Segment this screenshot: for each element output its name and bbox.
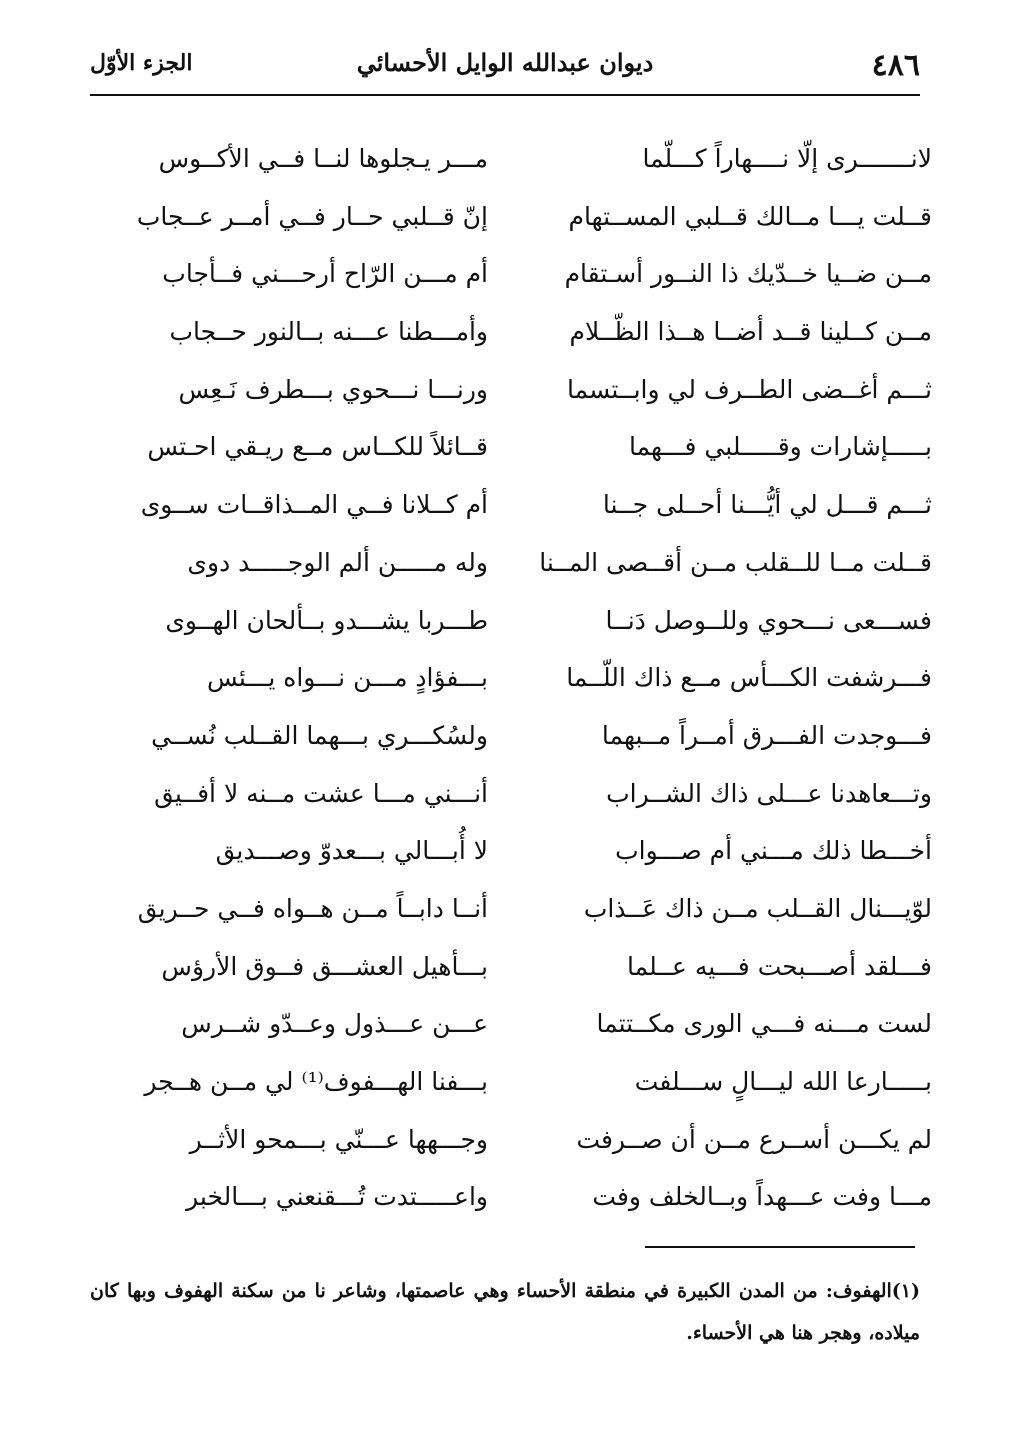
- verse-first-hemistich: مــن ضــيا خــدّيك ذا النــور أسـتقام: [564, 259, 932, 289]
- verse-line: [70, 592, 940, 650]
- verse-first-hemistich: أخـــطا ذلك مـــني أم صـــواب: [615, 836, 932, 866]
- verse-line: [70, 476, 940, 534]
- verse-second-hemistich: وجـــهها عـــنّي بـــمحو الأثــر: [189, 1124, 488, 1154]
- verse-first-hemistich: بـــــارعا الله ليـــالٍ ســـلفت: [634, 1067, 932, 1096]
- verse-first-hemistich: مــن كــلينا قــد أضــا هــذا الظّــلام: [569, 317, 932, 347]
- verse-first-hemistich: لانـــــــرى إلّا نــــهاراً كـــلّما: [642, 144, 932, 173]
- verse-second-hemistich: أم كــلانا فــي المــذاقــات ســوى: [140, 490, 488, 520]
- verse-line: [70, 130, 940, 188]
- volume-part: الجزء الأوّل: [90, 50, 193, 76]
- verse-line: [70, 707, 940, 765]
- footnote-rule: [645, 1246, 915, 1248]
- verse-second-hemistich: بـــأهيل العشـــق فــوق الأرؤس: [161, 951, 488, 981]
- verse-second-hemistich: لا أُبـــالي بـــعدوّ وصـــديق: [215, 836, 488, 866]
- book-title: ديوان عبدالله الوايل الأحسائي: [356, 48, 654, 77]
- verse-line: [70, 1111, 940, 1169]
- verse-first-hemistich: لوّيـــنال القــلب مــن ذاك عَــذاب: [583, 893, 932, 923]
- verse-first-hemistich: مـــا وفت عـــهداً وبــالخلف وفت: [592, 1182, 932, 1212]
- verse-second-hemistich: قــائلاً للكــاس مــع ريـقي احـتس: [147, 432, 488, 462]
- verse-second-hemistich: وأمـــطنا عـــنه بــالنور حــجاب: [169, 317, 488, 347]
- verse-line: [70, 880, 940, 938]
- verse-second-hemistich: إنّ قــلبي حــار فــي أمــر عــجاب: [136, 201, 488, 231]
- verse-first-hemistich: ثـــم قـــل لي أيُّـــنا أحــلى جــنا: [602, 490, 932, 520]
- verse-second-hemistich: عـــن عـــذول وعــدّو شــرس: [181, 1009, 488, 1039]
- verse-second-hemistich: مـــر يـجلوها لنــا فــي الأكــوس: [158, 144, 488, 173]
- verse-second-hemistich: بـــفؤادٍ مـــن نـــواه يـــئس: [206, 663, 488, 693]
- verse-line: [70, 649, 940, 707]
- verse-first-hemistich: لم يكـــن أســرع مــن أن صــرفت: [576, 1124, 932, 1154]
- footnote: (١)الهفوف: من المدن الكبيرة في منطقة الأحساء وهي عاصمتها، وشاعر نا من سكنة الهفوف وبها كان ميلاده، وهجر هنا هي الأحساء.: [90, 1280, 920, 1344]
- verse-first-hemistich: ثـــم أغــضى الطــرف لي وابــتسما: [567, 374, 932, 404]
- page-header: [90, 40, 920, 94]
- verse-line: [70, 534, 940, 592]
- poem-body: [70, 130, 940, 1226]
- verse-second-hemistich: أنـــني مـــا عشت مــنه لا أفــيق: [154, 778, 488, 808]
- verse-first-hemistich: فـــلقد أصـــبحت فـــيه عــلما: [627, 951, 932, 981]
- verse-second-hemistich: أنــا دابــاً مــن هــواه فــي حــريق: [137, 893, 488, 923]
- verse-first-hemistich: فـــوجدت الفـــرق أمــراً مــبهما: [601, 720, 932, 750]
- verse-line: [70, 245, 940, 303]
- verse-line: [70, 418, 940, 476]
- verse-second-hemistich: ولسُكـــري بـــهما القــلب نُســي: [151, 720, 488, 750]
- verse-first-hemistich: بـــــإشارات وقـــــلبي فـــهما: [628, 432, 932, 462]
- verse-line: [70, 938, 940, 996]
- verse-first-hemistich: قــلت مــا للــقلب مــن أقــصى المــنا: [539, 547, 932, 577]
- verse-second-hemistich: واعـــــتدت تُـــقنعني بـــالخبر: [186, 1182, 488, 1212]
- verse-line: [70, 188, 940, 246]
- verse-second-hemistich: طـــربا يشـــدو بــألحان الهــوى: [165, 605, 488, 635]
- verse-second-hemistich: ورنـــا نـــحوي بـــطرف نَـعِس: [178, 374, 488, 404]
- verse-line: [70, 361, 940, 419]
- verse-first-hemistich: فســـعى نـــحوي وللــوصل دَنــا: [605, 605, 932, 635]
- verse-first-hemistich: وتـــعاهدنا عـــلى ذاك الشــراب: [606, 778, 932, 808]
- verse-first-hemistich: قــلت يـــا مــالك قــلبي المســتهام: [568, 201, 932, 231]
- page-number: ٤٨٦: [871, 48, 920, 83]
- verse-second-hemistich: وله مـــــن ألم الوجـــــد دوى: [187, 547, 488, 577]
- verse-line: [70, 822, 940, 880]
- verse-line: [70, 765, 940, 823]
- verse-line: [70, 303, 940, 361]
- verse-line: [70, 1168, 940, 1226]
- verse-second-hemistich: أم مـــن الرّاح أرحـــني فــأجاب: [162, 259, 488, 289]
- verse-line: [70, 1053, 940, 1111]
- header-rule: [90, 94, 920, 96]
- verse-first-hemistich: لست مـــنه فـــي الورى مكــتتما: [596, 1009, 932, 1039]
- verse-first-hemistich: فـــرشفت الكـــأس مــع ذاك اللّــما: [566, 663, 932, 693]
- verse-line: [70, 995, 940, 1053]
- verse-second-hemistich: بـــفنا الهـــفوف⁽¹⁾ لي مــن هــجر: [144, 1067, 488, 1096]
